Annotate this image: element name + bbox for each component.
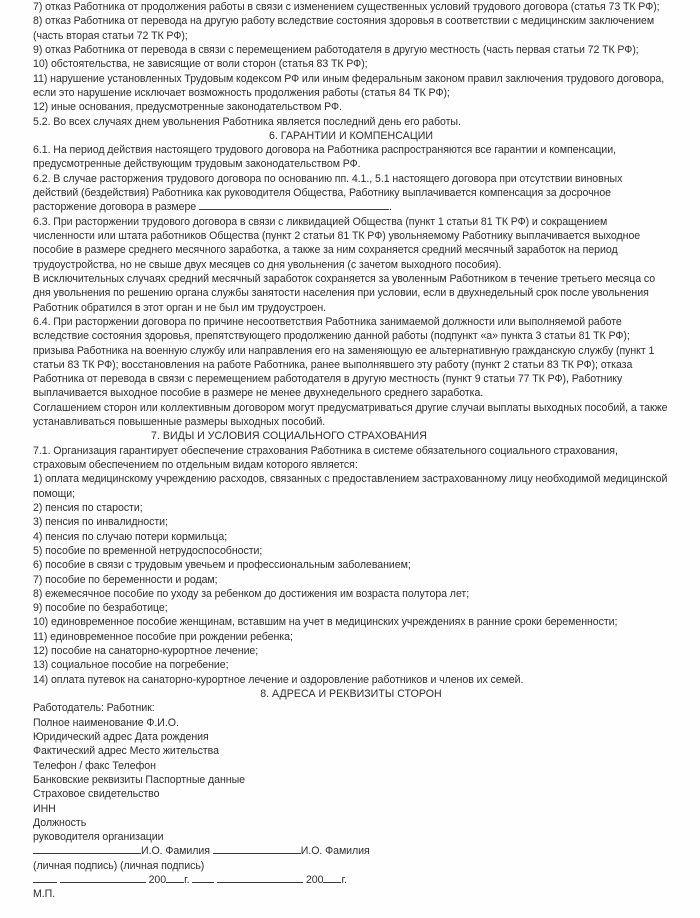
date-year-prefix-employee: 200: [305, 874, 324, 887]
signature-caption: (личная подпись) (личная подпись): [33, 859, 205, 872]
clause-5-item-12: 12) иные основания, предусмотренные законодательством РФ.: [33, 101, 342, 114]
insurance-item-12: 12) пособие на санаторно-курортное лечение;: [33, 645, 259, 658]
clause-5-item-11: 11) нарушение установленных Трудовым кодексом РФ или иным федеральным законом правил заключения трудового договора, если это нарушение исключает возможность продолжения работы (статья 84 ТК РФ);: [33, 72, 665, 99]
insurance-item-8: 8) ежемесячное пособие по уходу за ребенком до достижения им возраста полутора лет;: [33, 587, 470, 600]
clause-6-2-text-before: 6.2. В случае расторжения трудового договора по основанию пп. 4.1., 5.1 настоящего договора при отсутствии виновных действий (бездействия) Работника как руководителя Общества, Работнику выплачивается компенсация за досрочное расторжение договора в размере: [33, 172, 623, 214]
insurance-item-6: 6) пособие в связи с трудовым увечьем и профессиональным заболеванием;: [33, 559, 411, 572]
insurance-item-10: 10) единовременное пособие женщинам, вставшим на учет в медицинских учреждениях в ранние сроки беременности;: [33, 616, 618, 629]
date-year-suffix-employer: г.: [184, 874, 190, 887]
signature-date-row: [33, 873, 669, 887]
clause-6-2-text-after: .: [388, 201, 392, 214]
requisites-line-parties: Работодатель: Работник:: [33, 702, 155, 715]
requisites-line-position: Должность: [33, 816, 87, 829]
section-7-heading: 7. ВИДЫ И УСЛОВИЯ СОЦИАЛЬНОГО СТРАХОВАНИЯ: [151, 430, 427, 443]
insurance-item-11: 11) единовременное пособие при рождении ребенка;: [33, 630, 293, 643]
clause-5-item-10: 10) обстоятельства, не зависящие от воли сторон (статья 83 ТК РФ);: [33, 58, 368, 71]
document-body: [33, 0, 669, 902]
insurance-item-2: 2) пенсия по старости;: [33, 501, 143, 514]
clause-6-5-agreement: Соглашением сторон или коллективным договором могут предусматриваться другие случаи выплаты выходных пособий, а также устанавливаться повышенные размеры выходных пособий.: [33, 401, 668, 429]
section-8-heading: 8. АДРЕСА И РЕКВИЗИТЫ СТОРОН: [260, 688, 442, 700]
insurance-item-7: 7) пособие по беременности и родам;: [33, 573, 218, 586]
insurance-item-4: 4) пенсия по случаю потери кормильца;: [33, 530, 228, 543]
date-day-blank-employer: [33, 874, 57, 883]
requisites-line-insurance-certificate: Страховое свидетельство: [33, 788, 160, 801]
insurance-item-3: 3) пенсия по инвалидности;: [33, 516, 168, 529]
clause-5-item-8: 8) отказ Работника от перевода на другую работу вследствие состояния здоровья в соответствии с медицинским заключением (часть вторая статьи 72 ТК РФ);: [33, 15, 655, 42]
clause-5-item-7: 7) отказ Работника от продолжения работы в связи с изменением существенных условий трудового договора (статья 73 ТК РФ);: [33, 1, 660, 13]
clause-6-1: 6.1. На период действия настоящего трудового договора на Работника распространяются все гарантии и компенсации, предусмотренные действующим трудовым законодательством РФ.: [33, 144, 617, 171]
signature-blank-employer: [33, 846, 141, 855]
clause-6-4: 6.4. При расторжении договора по причине несоответствия Работника занимаемой должности или выполняемой работе вследствие состояния здоровья, препятствующего продолжению данной работы (подпункт «а» пункта 3 статьи 81 ТК РФ); призыва Работника на военную службу или направления его на заменяющую ее альтернативную гражданскую службу (пункт 1 статьи 83 ТК РФ); восстановления на работе Работника, ранее выполнявшего эту работу (пункт 2 статьи 83 ТК РФ); отказа Работника от перевода в связи с перемещением работодателя в другую местность (пункт 9 статьи 77 ТК РФ), Работнику выплачивается выходное пособие в размере не менее двухнедельного среднего заработка.: [33, 315, 655, 400]
clause-5-2: 5.2. Во всех случаях днем увольнения Работника является последний день его работы.: [33, 115, 461, 128]
requisites-line-fullname: Полное наименование Ф.И.О.: [33, 716, 179, 729]
date-year-prefix-employer: 200: [148, 874, 167, 887]
requisites-line-legal-address: Юридический адрес Дата рождения: [33, 730, 209, 743]
clause-5-item-9: 9) отказ Работника от перевода в связи с перемещением работодателя в другую местность (часть первая статьи 72 ТК РФ);: [33, 43, 639, 56]
insurance-item-13: 13) социальное пособие на погребение;: [33, 659, 229, 672]
signature-blank-employee: [213, 846, 301, 855]
insurance-item-14: 14) оплата путевок на санаторно-курортное лечение и оздоровление работников и членов их семей.: [33, 673, 524, 686]
requisites-line-actual-address: Фактический адрес Место жительства: [33, 745, 219, 758]
date-month-blank-employer: [60, 874, 146, 883]
date-day-blank-employee: [192, 874, 214, 883]
date-month-blank-employee: [217, 874, 303, 883]
clause-7-1: 7.1. Организация гарантирует обеспечение страхования Работника в системе обязательного социального страхования, страховым обеспечением по отдельным видам которого является:: [33, 444, 618, 471]
clause-6-3: 6.3. При расторжении трудового договора в связи с ликвидацией Общества (пункт 1 статьи 81 ТК РФ) и сокращением численности или штата работников Общества (пункт 2 статьи 81 ТК РФ) увольняемому Работнику выплачивается выходное пособие в размере среднего месячного заработка, а также за ним сохраняется средний месячный заработок на период трудоустройства, но не свыше двух месяцев со дня увольнения (с зачетом выходного пособия).: [33, 215, 641, 271]
compensation-amount-blank: [199, 202, 389, 211]
signature-name-row: [33, 844, 669, 858]
section-6-heading: 6. ГАРАНТИИ И КОМПЕНСАЦИИ: [268, 129, 434, 142]
date-year-suffix-employee: г.: [341, 874, 347, 887]
clause-6-3-exceptional: В исключительных случаях средний месячный заработок сохраняется за уволенным Работником в течение третьего месяца со дня увольнения по решению органа службы занятости населения при условии, если в двухнедельный срок после увольнения Работник обратился в этот орган и не был им трудоустроен.: [33, 272, 656, 314]
signature-name-label-employer: И.О. Фамилия: [141, 845, 210, 858]
insurance-item-9: 9) пособие по безработице;: [33, 602, 168, 615]
clause-6-2: [33, 172, 669, 215]
date-year-blank-employee: [323, 874, 341, 883]
date-year-blank-employer: [166, 874, 184, 883]
insurance-item-5: 5) пособие по временной нетрудоспособности;: [33, 544, 263, 557]
requisites-line-phone: Телефон / факс Телефон: [33, 759, 156, 772]
requisites-line-inn: ИНН: [33, 802, 56, 815]
requisites-line-head-of-org: руководителя организации: [33, 831, 164, 844]
requisites-line-bank: Банковские реквизиты Паспортные данные: [33, 773, 246, 786]
insurance-item-1: 1) оплата медицинскому учреждению расходов, связанных с предоставлением застрахованному лицу необходимой медицинской помощи;: [33, 473, 668, 500]
seal-mark: М.П.: [33, 888, 56, 901]
signature-name-label-employee: И.О. Фамилия: [300, 845, 370, 858]
